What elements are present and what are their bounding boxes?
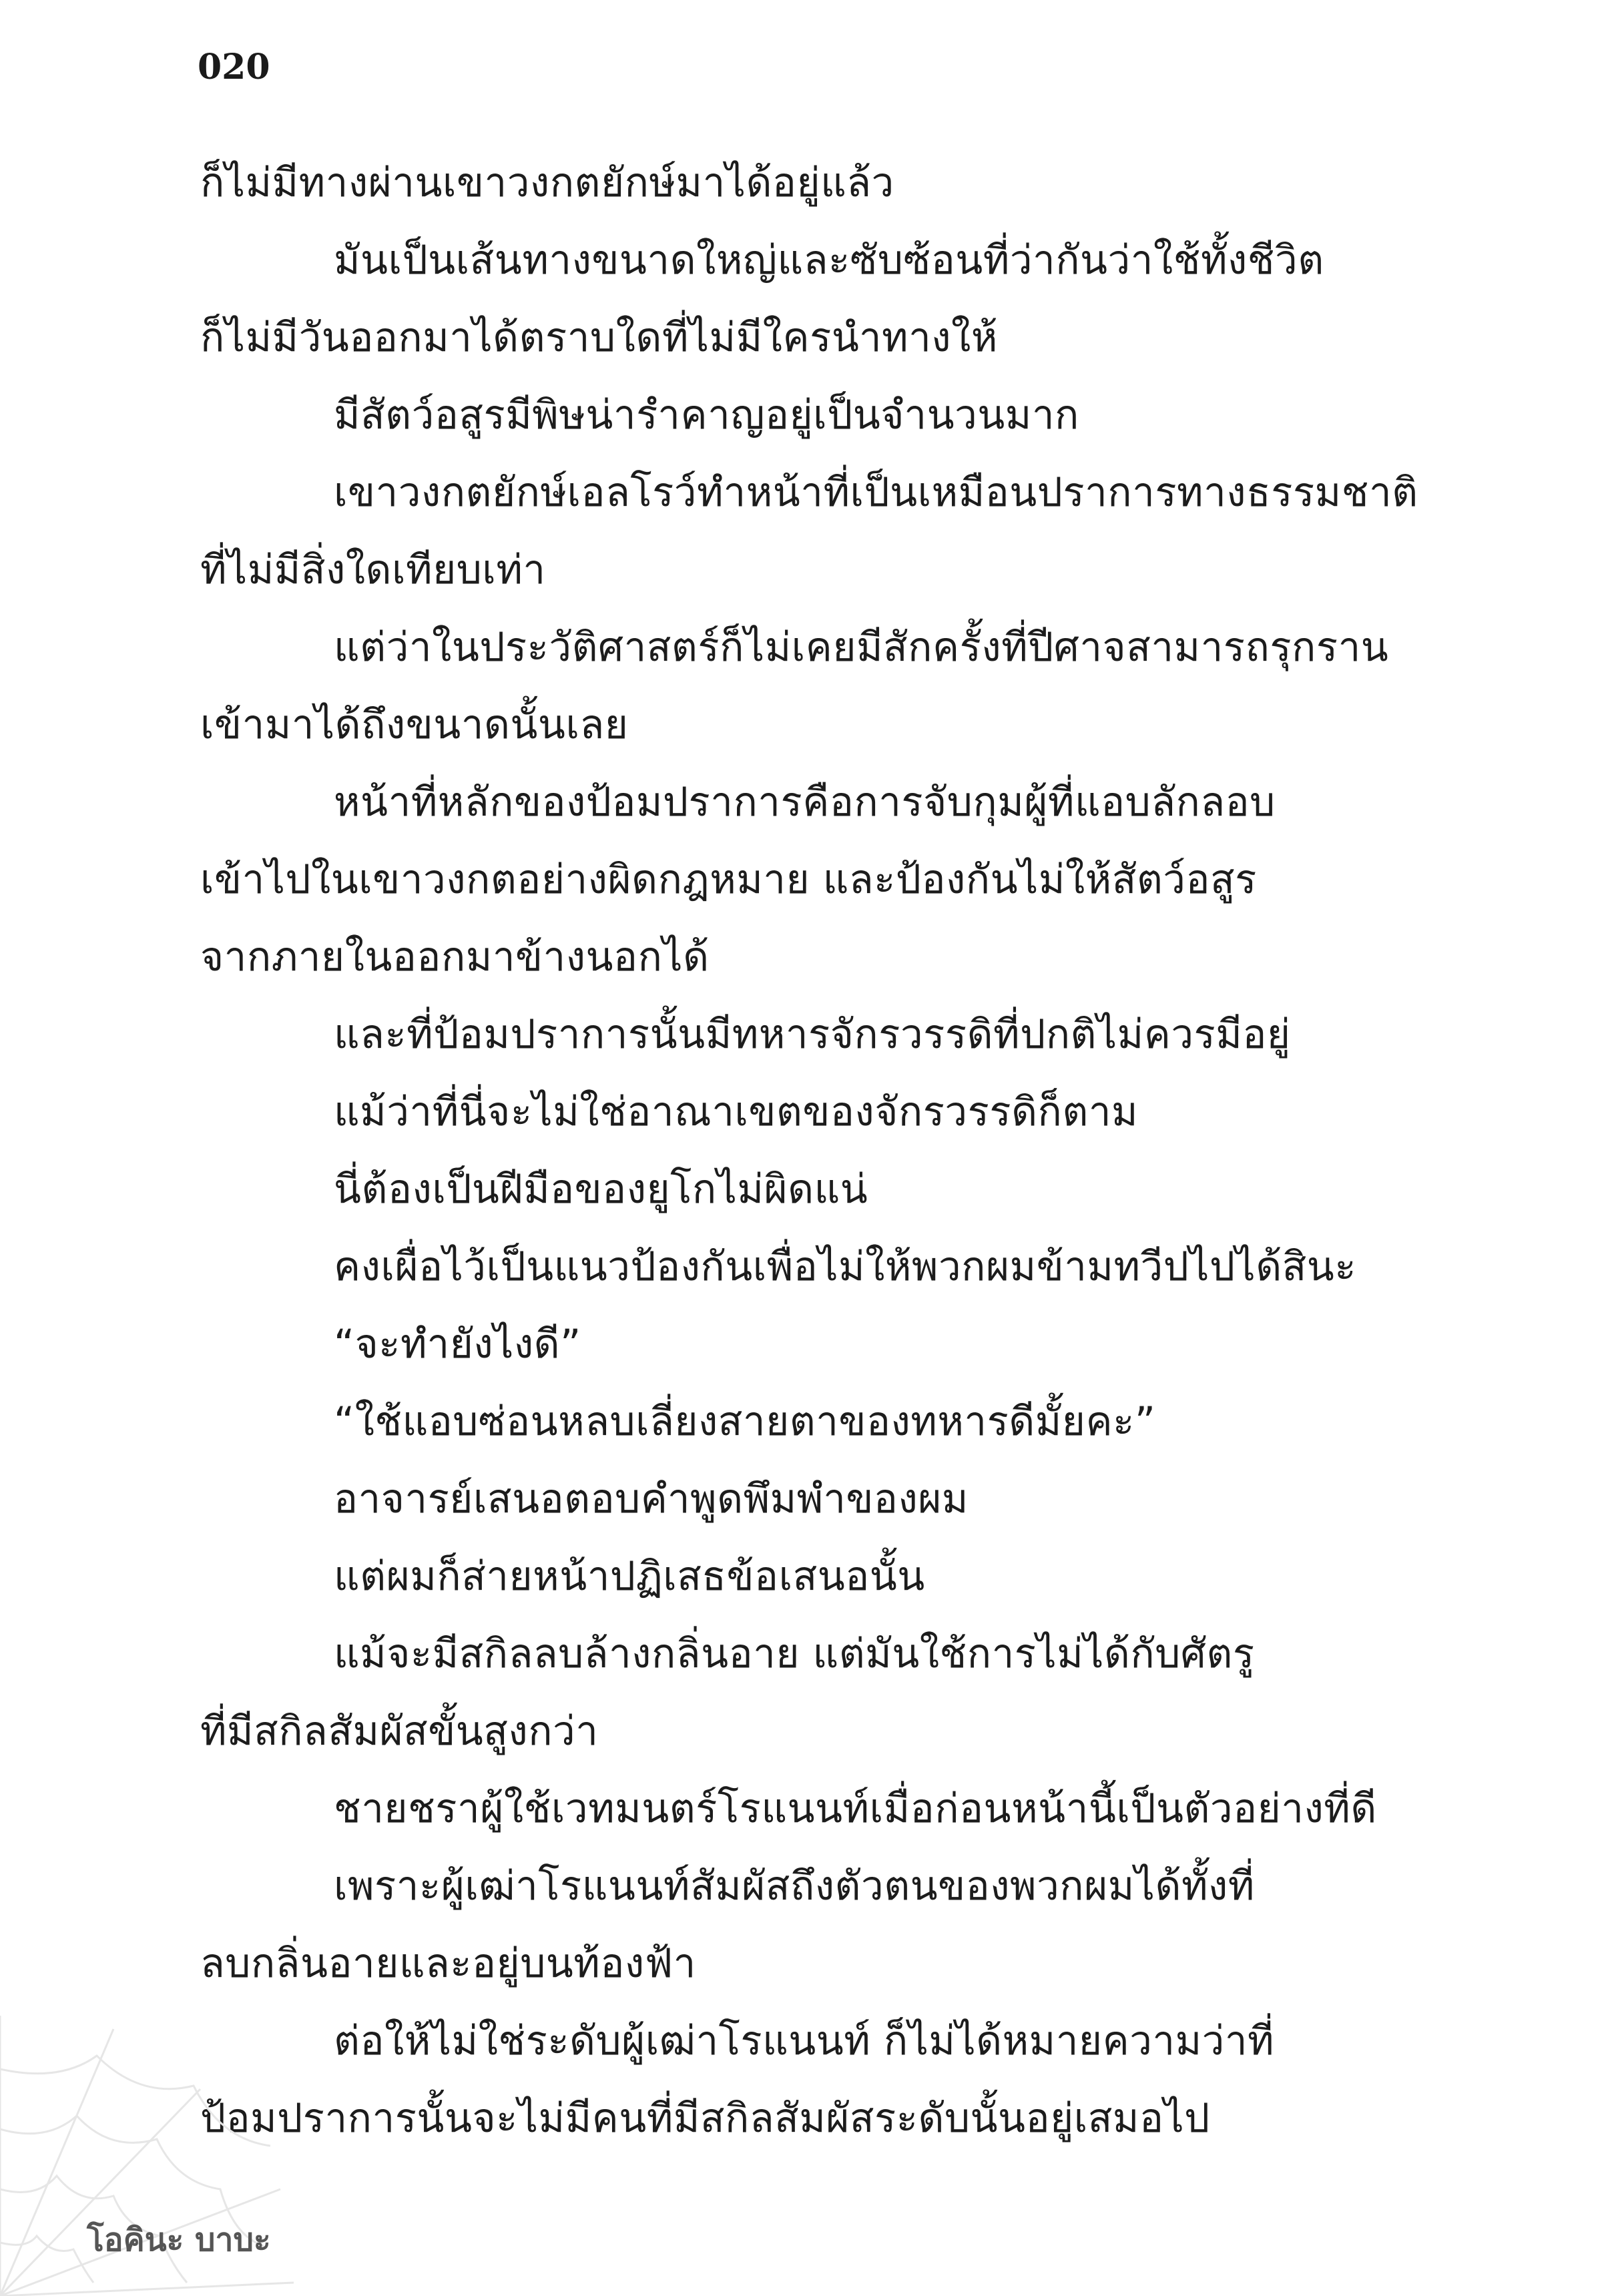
page-number: 020	[198, 47, 270, 87]
text-line: ป้อมปราการนั้นจะไม่มีคนที่มีสกิลสัมผัสระดับนั้นอยู่เสมอไป	[200, 2095, 1210, 2142]
text-line: คงเผื่อไว้เป็นแนวป้องกันเพื่อไม่ให้พวกผมข้ามทวีปไปได้สินะ	[334, 1243, 1357, 1290]
text-line: ลบกลิ่นอายและอยู่บนท้องฟ้า	[200, 1940, 696, 1987]
text-line: ที่ไม่มีสิ่งใดเทียบเท่า	[200, 547, 546, 593]
text-line: “ใช้แอบซ่อนหลบเลี่ยงสายตาของทหารดีมั้ยคะ”	[334, 1398, 1156, 1445]
text-line: แต่ว่าในประวัติศาสตร์ก็ไม่เคยมีสักครั้งที่ปีศาจสามารถรุกราน	[334, 624, 1389, 671]
text-line: แต่ผมก็ส่ายหน้าปฏิเสธข้อเสนอนั้น	[334, 1553, 925, 1600]
text-line: ก็ไม่มีทางผ่านเขาวงกตยักษ์มาได้อยู่แล้ว	[200, 160, 894, 206]
text-line: แม้จะมีสกิลลบล้างกลิ่นอาย แต่มันใช้การไม่ได้กับศัตรู	[334, 1631, 1255, 1677]
text-line: เข้ามาได้ถึงขนาดนั้นเลย	[200, 701, 629, 748]
text-line: เข้าไปในเขาวงกตอย่างผิดกฎหมาย และป้องกันไม่ให้สัตว์อสูร	[200, 856, 1257, 903]
footer-author-title: โอคินะ บาบะ	[87, 2221, 271, 2259]
text-line: ก็ไม่มีวันออกมาได้ตราบใดที่ไม่มีใครนำทางให้	[200, 314, 998, 361]
text-line: แม้ว่าที่นี่จะไม่ใช่อาณาเขตของจักรวรรดิก็ตาม	[334, 1089, 1139, 1135]
text-line: นี่ต้องเป็นฝีมือของยูโกไม่ผิดแน่	[334, 1166, 868, 1213]
text-line: ต่อให้ไม่ใช่ระดับผู้เฒ่าโรแนนท์ ก็ไม่ได้หมายความว่าที่	[334, 2018, 1275, 2064]
text-line: จากภายในออกมาข้างนอกได้	[200, 934, 710, 980]
text-line: มันเป็นเส้นทางขนาดใหญ่และซับซ้อนที่ว่ากันว่าใช้ทั้งชีวิต	[334, 237, 1324, 284]
text-line: หน้าที่หลักของป้อมปราการคือการจับกุมผู้ที่แอบลักลอบ	[334, 779, 1276, 826]
text-line: อาจารย์เสนอตอบคำพูดพึมพำของผม	[334, 1476, 969, 1522]
text-line: ที่มีสกิลสัมผัสขั้นสูงกว่า	[200, 1708, 599, 1755]
text-line: เพราะผู้เฒ่าโรแนนท์สัมผัสถึงตัวตนของพวกผมได้ทั้งที่	[334, 1863, 1255, 1910]
text-line: “จะทำยังไงดี”	[334, 1321, 581, 1368]
text-line: เขาวงกตยักษ์เอลโรว์ทำหน้าที่เป็นเหมือนปราการทางธรรมชาติ	[334, 469, 1418, 516]
text-line: ชายชราผู้ใช้เวทมนตร์โรแนนท์เมื่อก่อนหน้านี้เป็นตัวอย่างที่ดี	[334, 1785, 1377, 1832]
text-line: และที่ป้อมปราการนั้นมีทหารจักรวรรดิที่ปกติไม่ควรมีอยู่	[334, 1011, 1291, 1058]
text-line: มีสัตว์อสูรมีพิษน่ารำคาญอยู่เป็นจำนวนมาก	[334, 392, 1079, 439]
